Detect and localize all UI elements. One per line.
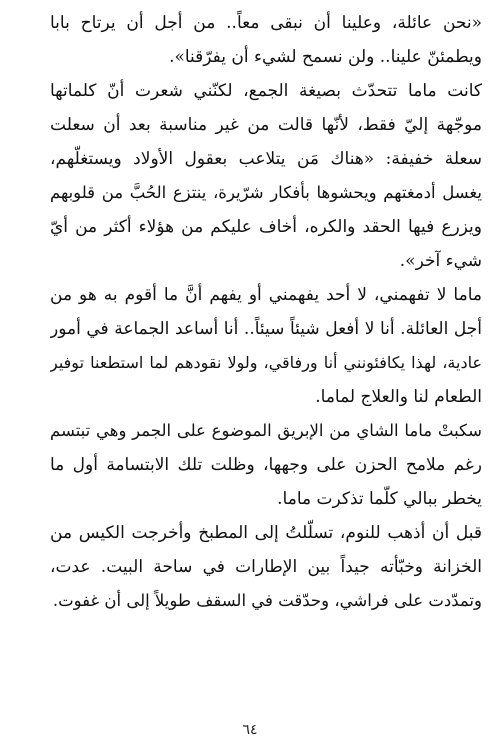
- text-line: موجّهة إليّ فقط، لأنّها قالت من غير مناسبة بعد أن سعلت: [50, 115, 482, 135]
- page-number: ٦٤: [242, 722, 258, 738]
- text-line: أجل العائلة. أنا لا أفعل شيئاً سيئاً.. أنا أساعد الجماعة في أمور: [50, 319, 482, 339]
- text-line: يخطر ببالي كلّما تذكرت ماما.: [277, 489, 482, 509]
- text-line: عادية، لهذا يكافئونني أنا ورفاقي، ولولا نقودهم لما استطعنا توفير: [50, 353, 482, 372]
- text-line: يغسل أدمغتهم ويحشوها بأفكار شرّيرة، ينتزع الحُبَّ من قلوبهم: [50, 183, 482, 202]
- text-line: ماما لا تفهمني، لا أحد يفهمني أو يفهم أنَّ ما أقوم به هو من: [50, 285, 482, 305]
- text-line: ويطمئنّ علينا.. ولن نسمح لشيء أن يفرّقنا».: [169, 47, 482, 67]
- text-line: رغم ملامح الحزن على وجهها، وظلت تلك الابتسامة أول ما: [50, 455, 482, 475]
- text-line: وتمدّدت على فراشي، وحدّقت في السقف طويلاً إلى أن غفوت.: [52, 591, 482, 610]
- text-line: شيء آخر».: [399, 251, 482, 271]
- text-line: الخزانة وخبّأته جيداً بين الإطارات في ساحة البيت. عدت،: [50, 557, 482, 577]
- text-line: سكبتْ ماما الشاي من الإبريق الموضوع على الجمر وهي تبتسم: [50, 421, 482, 440]
- text-line: ويزرع فيها الحقد والكره، أخاف عليكم من هؤلاء أكثر من أيّ: [50, 217, 482, 237]
- body-text: [50, 6, 482, 618]
- text-line: «نحن عائلة، وعلينا أن نبقى معاً.. من أجل أن يرتاح بابا: [50, 13, 482, 33]
- text-line: قبل أن أذهب للنوم، تسلّلتُ إلى المطبخ وأخرجت الكيس من: [50, 523, 482, 543]
- text-line: كانت ماما تتحدّث بصيغة الجمع، لكنّني شعرت أنّ كلماتها: [50, 81, 482, 101]
- text-line: سعلة خفيفة: «هناك مَن يتلاعب بعقول الأولاد ويستغلّهم،: [50, 149, 482, 169]
- text-line: الطعام لنا والعلاج لماما.: [315, 387, 482, 407]
